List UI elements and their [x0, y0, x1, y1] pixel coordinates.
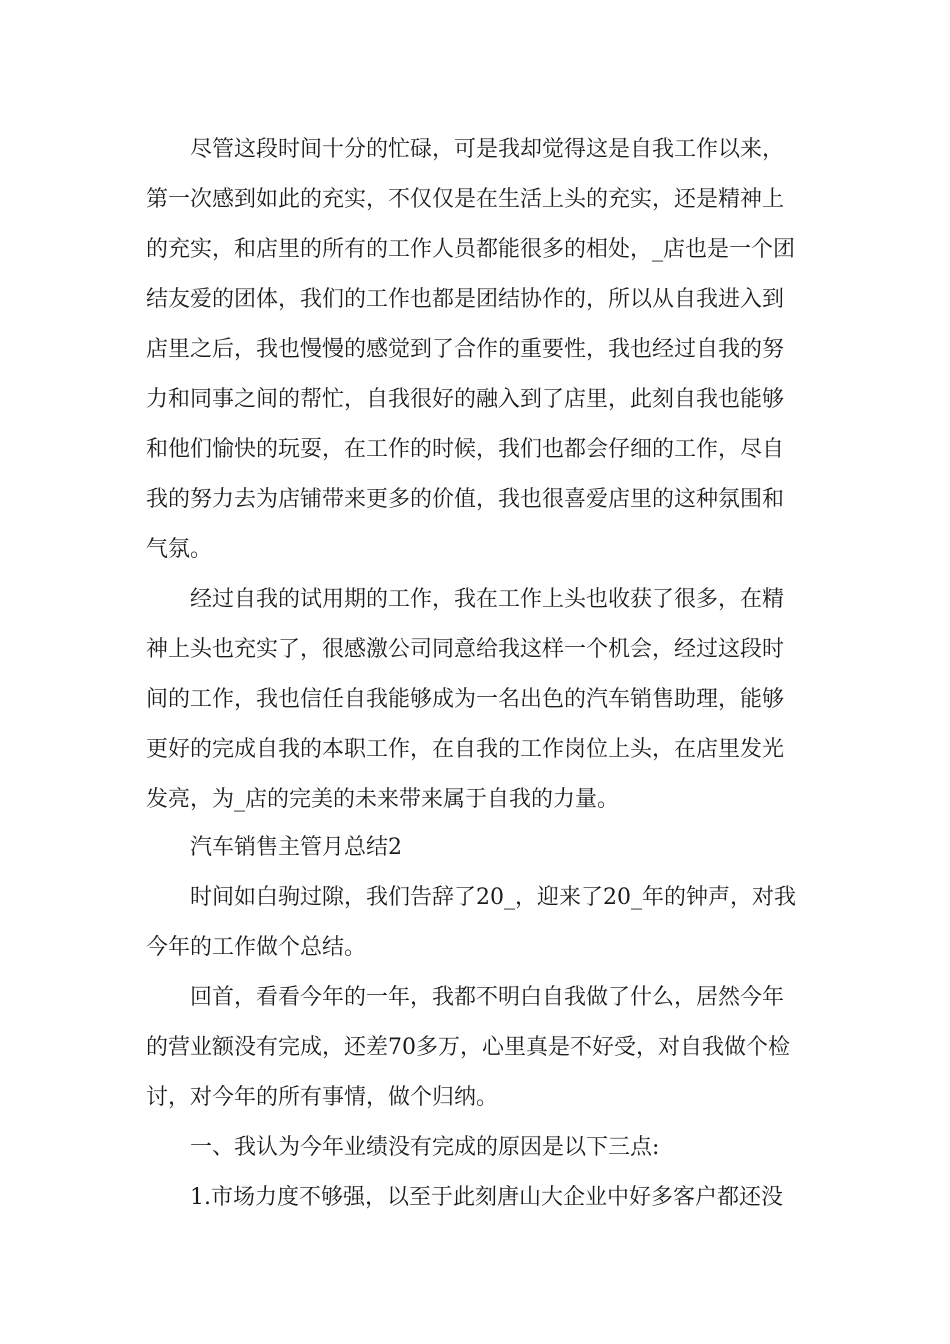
paragraph-line: 的充实，和店里的所有的工作人员都能很多的相处，_店也是一个团 [146, 237, 796, 262]
paragraph-line: 店里之后，我也慢慢的感觉到了合作的重要性，我也经过自我的努 [146, 337, 785, 362]
paragraph-line: 力和同事之间的帮忙，自我很好的融入到了店里，此刻自我也能够 [146, 387, 785, 412]
paragraph-line: 尽管这段时间十分的忙碌，可是我却觉得这是自我工作以来， [190, 137, 785, 162]
paragraph-line: 今年的工作做个总结。 [146, 935, 367, 960]
paragraph-line: 第一次感到如此的充实，不仅仅是在生活上头的充实，还是精神上 [146, 187, 785, 212]
paragraph-line: 气氛。 [146, 537, 213, 562]
paragraph-line: 结友爱的团体，我们的工作也都是团结协作的，所以从自我进入到 [146, 287, 785, 312]
paragraph-line: 的营业额没有完成，还差70多万，心里真是不好受，对自我做个检 [146, 1035, 790, 1060]
paragraph-line: 我的努力去为店铺带来更多的价值，我也很喜爱店里的这种氛围和 [146, 487, 785, 512]
section-heading: 汽车销售主管月总结2 [190, 835, 402, 860]
paragraph-line: 更好的完成自我的本职工作，在自我的工作岗位上头，在店里发光 [146, 737, 785, 762]
list-heading: 一、我认为今年业绩没有完成的原因是以下三点: [190, 1135, 660, 1160]
list-item: 1.市场力度不够强，以至于此刻唐山大企业中好多客户都还没 [190, 1185, 783, 1210]
paragraph-line: 讨，对今年的所有事情，做个归纳。 [146, 1085, 499, 1110]
paragraph-line: 间的工作，我也信任自我能够成为一名出色的汽车销售助理，能够 [146, 687, 785, 712]
paragraph-line: 和他们愉快的玩耍，在工作的时候，我们也都会仔细的工作，尽自 [146, 437, 785, 462]
paragraph-line: 时间如白驹过隙，我们告辞了20_，迎来了20_年的钟声，对我 [190, 885, 796, 910]
paragraph-line: 经过自我的试用期的工作，我在工作上头也收获了很多，在精 [190, 587, 785, 612]
paragraph-line: 发亮，为_店的完美的未来带来属于自我的力量。 [146, 787, 620, 812]
paragraph-line: 神上头也充实了，很感激公司同意给我这样一个机会，经过这段时 [146, 637, 785, 662]
paragraph-line: 回首，看看今年的一年，我都不明白自我做了什么，居然今年 [190, 985, 785, 1010]
